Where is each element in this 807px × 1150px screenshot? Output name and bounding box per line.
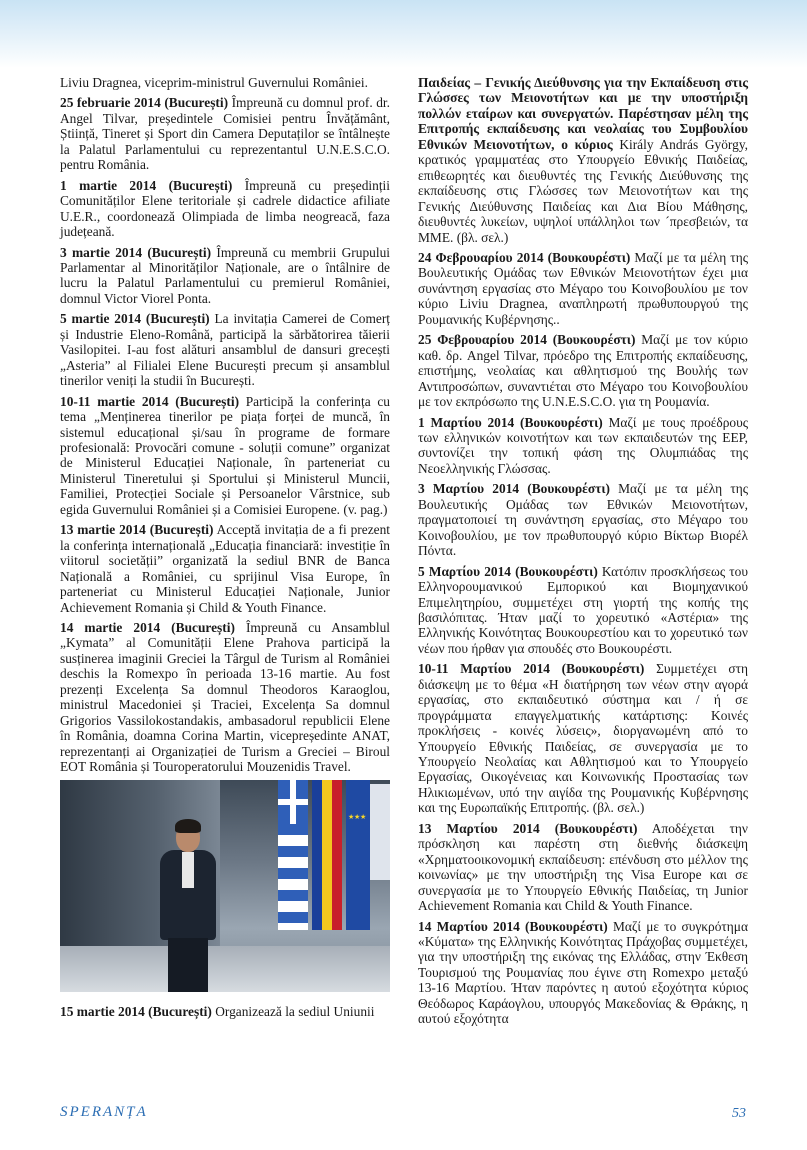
paragraph: 24 Φεβρουαρίου 2014 (Βουκουρέστι) Μαζί με τα μέλη της Βουλευτικής Ομάδας των Εθνικών Μειονοτήτων έχει μια συνάντηση εργασίας στο Μέγαρο του Κοινοβουλίου με τον κύριο Liviu Dragnea, αναπληρωτή πρωθυπουργού της Ρουμανικής Κυβέρνησης.. (418, 249, 748, 327)
paragraph: 13 Μαρτίου 2014 (Βουκουρέστι) Αποδέχεται την πρόσκληση και παρέστη στη διεθνής διάσκεψη «Χρηματοοικονομική εκπαίδευση: επένδυση στο μέλλον της κοινωνίας» με την υποστήριξη της Visa Europe και σε συνεργασία με το Υπουργείο Εθνικής Παιδείας, τη Junior Achievement Romania και Child & Youth Finance. (418, 820, 748, 914)
paragraph: 13 martie 2014 (București) Acceptă invitația de a fi prezent la conferința internațională „Educația financiară: investiție în viitorul societății” organizată la sediul BNR de Banca Națională a României, cu sprijinul Visa Europe, în parteneriat cu Ministerul Educației Naționale, Junior Achievement Romania și Child & Youth Finance. (60, 522, 390, 615)
romanian-flag-icon (312, 780, 342, 930)
header-band (0, 0, 807, 68)
event-photo (60, 780, 390, 992)
paragraph: Παιδείας – Γενικής Διεύθυνσης για την Εκπαίδευση στις Γλώσσες των Μειονοτήτων και με την υποστήριξη πολλών εταίρων και συνεργατών. Παρέστησαν μέλη της Επιτροπής εκπαίδευσης και νεολαίας του Συμβουλίου Εθνικών Μειονοτήτων, ο κύριος Király András György, κρατικός γραμματέας στο Υπουργείο Εθνικής Παιδείας, επιθεωρητές και διευθυντές της Γενικής Διεύθυνσης της εκπαίδευσης στις Γλώσσες των Μειονοτήτων και της Γενικής Διεύθυνσης Παιδείας και Δια Βίου Μάθησης, διευθυντές λυκείων, υψηλοί υπάλληλοι των ´πρεσβειών, τα ΜΜΕ. (βλ. σελ.) (418, 75, 748, 245)
magazine-title: SPERANȚA (60, 1104, 148, 1120)
paragraph: Liviu Dragnea, viceprim-ministrul Guvernului României. (60, 75, 368, 90)
paragraph: 10-11 Μαρτίου 2014 (Βουκουρέστι) Συμμετέχει στη διάσκεψη με το θέμα «Η διατήρηση των νέων στην αγορά εργασίας, στο εκπαιδευτικό σύστημα και / ή σε προγράμματα επαγγελματικής κατάρτισης: Κοινές προκλήσεις - κοινές λύσεις», διοργανωμένη από το Υπουργείο Εθνικής Παιδείας, σε συνεργασία με το Υπουργείο Νεολαίας και Αθλητισμού και το Υπουργείο Εργασίας, Οικογένειας και Κοινωνικής Προστασίας των Ηλικιωμένων, υπό την αιγίδα της Ρουμανικής Κυβέρνησης και της Ευρωπαϊκής Επιτροπής. (βλ. σελ.) (418, 661, 748, 816)
greek-flag-icon (278, 780, 308, 930)
paragraph: 14 martie 2014 (București) Împreună cu Ansamblul „Kymata” al Comunității Elene Prahova participă la susținerea imaginii Greciei la Târgul de Turism al României deschis la Romexpo în perioada 13-16 martie. Au fost prezenți Excelența Sa domnul Theodoros Karaoglou, ministrul Macedoniei și Traciei, Excelența Sa domnul Grigorios Vassilokostandakis, ambasadorul republicii Elene în România, doamna Corina Martin, vicepreședinte ANAT, reprezentanți ai Organizației de Turism a Greciei – Biroul EOT România și Touroperatorului Mouzenidis Travel. (60, 619, 390, 775)
paragraph: 5 martie 2014 (București) La invitația Camerei de Comerț și Industrie Eleno-Română, participă la sărbătorirea tăierii Vasilopitei. I-au fost alături ansamblul de dansuri grecești „Asteria” al Filialei Elene București precum și ansamblul tinerilor veniți la studii în București. (60, 311, 390, 389)
speaker-figure (156, 822, 220, 992)
paragraph: 14 Μαρτίου 2014 (Βουκουρέστι) Μαζί με το συγκρότημα «Κύματα» της Ελληνικής Κοινότητας Πράχοβας συμμετέχει, για την υποστήριξη της εικόνας της Ελλάδας, στην Έκθεση Τουρισμού της Ρουμανίας που έγινε στη Romexpo μεταξύ 13-16 Μαρτίου. Ήταν παρόντες η αυτού εξοχότητα κύριος Θεόδωρος Καράογλου, υπουργός Μακεδονίας & Θράκης, η αυτού εξοχότητα (418, 918, 748, 1027)
paragraph: 10-11 martie 2014 (București) Participă la conferința cu tema „Menținerea tinerilor pe piața forței de muncă, în sistemul educațional și/sau în programe de formare profesională: Provocări comune - soluții comune” organizat de Ministerul Educației Naționale, în parteneriat cu Ministerul Tineretului și Sportului și Ministerul Muncii, Familiei, Protecției Sociale și Persoanelor Vârstnice, sub egida Guvernului României și a Comisiei Europene. (v. pag.) (60, 393, 391, 517)
page-number: 53 (732, 1106, 746, 1121)
paragraph: 1 Μαρτίου 2014 (Βουκουρέστι) Μαζί με τους προέδρους των ελληνικών κοινοτήτων και των εκπαιδευτών της ΕΕΡ, συντονίζει την τοπική φάση της Ολυμπιάδας της Νεοελληνικής Γλώσσας. (418, 414, 749, 476)
paragraph: 3 martie 2014 (București) Împreună cu membrii Grupului Parlamentar al Minorităților Naționale, are o întâlnire de lucru la Palatul Parlamentului cu premierul României, domnul Victor Viorel Ponta. (60, 244, 390, 306)
paragraph: 3 Μαρτίου 2014 (Βουκουρέστι) Μαζί με τα μέλη της Βουλευτικής Ομάδας των Εθνικών Μειονοτήτων, πραγματοποιεί τη συνάντηση εργασίας, στο Μέγαρο του Κοινοβουλίου, με τον πρωθυπουργό κύριο Βίκτωρ Βιορέλ Πόντα. (418, 481, 749, 559)
left-column (60, 75, 390, 1025)
paragraph: 25 februarie 2014 (București) Împreună cu domnul prof. dr. Angel Tilvar, președintele Comisiei pentru Învățământ, Știință, Tineret și Sport din Camera Deputaților se întâlnește la Palatul Parlamentului cu reprezentantul U.N.E.S.C.O. pentru România. (60, 95, 390, 173)
paragraph: 5 Μαρτίου 2014 (Βουκουρέστι) Κατόπιν προσκλήσεως του Ελληνορουμανικού Εμπορικού και Βιομηχανικού Επιμελητηρίου, συμμετέχει στη γιορτή της κοπής της βασιλόπιτας. Ήταν μαζί το χορευτικό «Αστέρια» της Ελληνικής Κοινότητας Βουκουρεστίου και το χορευτικό των νέων που ήρθαν για σπουδές στο Βουκουρέστι. (418, 563, 749, 656)
eu-flag-icon (346, 780, 370, 930)
paragraph: 15 martie 2014 (București) Organizează la sediul Uniunii (60, 1004, 375, 1020)
paragraph: 1 martie 2014 (București) Împreună cu președinții Comunităților Elene teritoriale și cadrele didactice afiliate U.E.R., coordonează Olimpiada de limba neogreacă, faza județeană. (60, 177, 390, 240)
paragraph: 25 Φεβρουαρίου 2014 (Βουκουρέστι) Μαζί με τον κύριο καθ. δρ. Angel Tilvar, πρόεδρο της Επιτροπής εκπαίδευσης, επιστήμης, νεολαίας και αθλητισμού της Βουλής των Αντιπροσώπων, συναντιέται στο Μέγαρο του Κοινοβουλίου με τον εκπρόσωπο της U.N.E.S.C.O. για τη Ρουμανία. (418, 332, 748, 410)
right-column (418, 75, 748, 1032)
